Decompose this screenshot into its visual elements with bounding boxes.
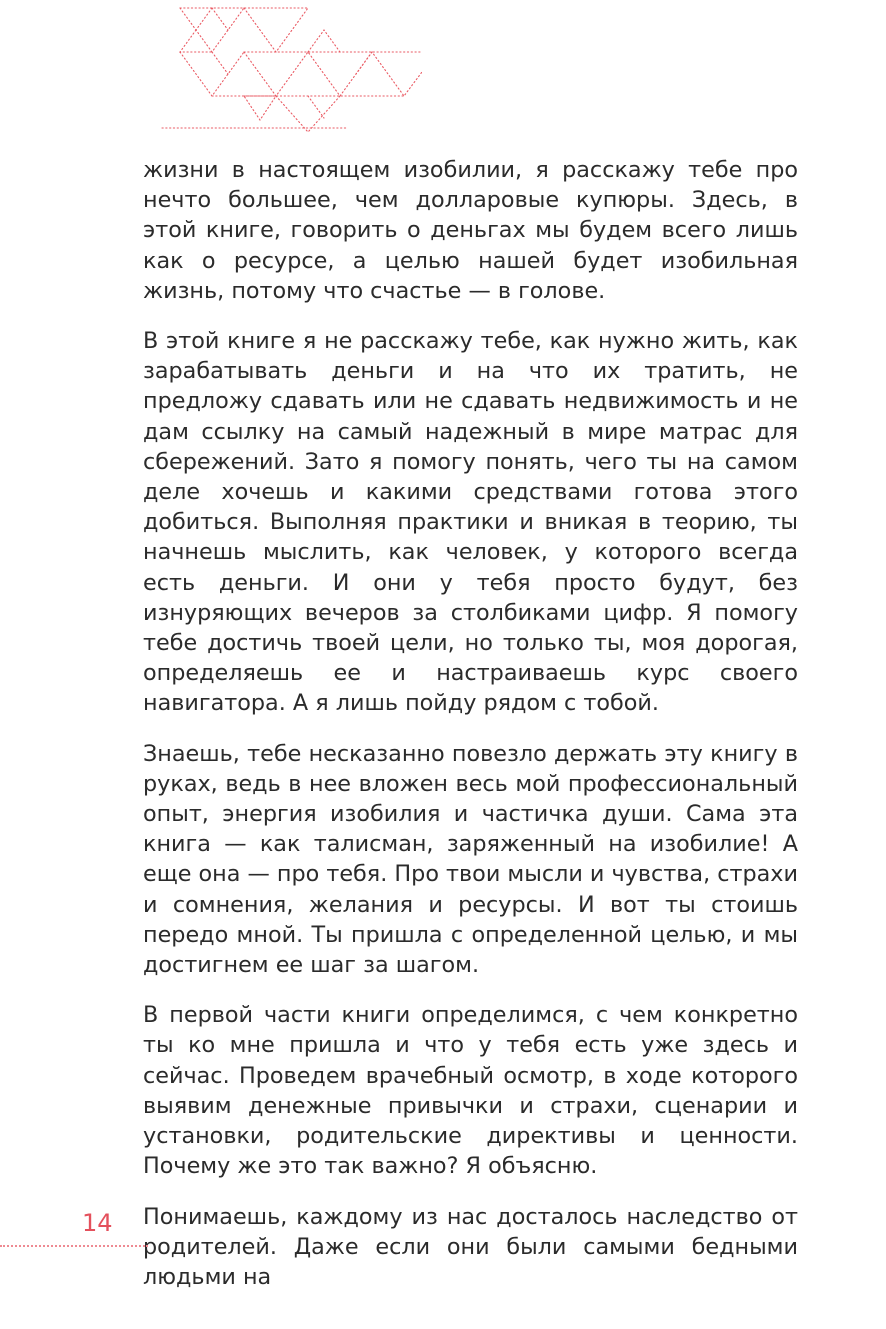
paragraph: В этой книге я не расскажу тебе, как нужно жить, как зарабатывать деньги и на что их тратить, не предложу сдавать или не сдавать недвижимость и не дам ссылку на самый надежный в мире матрас для сбережений. Зато я помогу понять, чего ты на самом деле хочешь и какими средствами готова этого добиться. Выполняя практики и вникая в теорию, ты начнешь мыслить, как человек, у которого всегда есть деньги. И они у тебя просто будут, без изнуряющих вечеров за столбиками цифр. Я помогу тебе достичь твоей цели, но только ты, моя дорогая, определяешь ее и настраиваешь курс своего навигатора. А я лишь пойду рядом с тобой. <box>143 328 798 717</box>
paragraph: В первой части книги определимся, с чем конкретно ты ко мне пришла и что у тебя есть уже здесь и сейчас. Проведем врачебный осмотр, в ходе которого выявим денежные привычки и страхи, сценарии и установки, родительские директивы и ценности. Почему же это так важно? Я объясню. <box>143 1002 798 1180</box>
paragraph: жизни в настоящем изобилии, я расскажу тебе про нечто большее, чем долларовые купюры. Здесь, в этой книге, говорить о деньгах мы будем всего лишь как о ресурсе, а целью нашей будет изобильная жизнь, потому что счастье — в голове. <box>143 157 798 304</box>
paragraph: Знаешь, тебе несказанно повезло держать эту книгу в руках, ведь в нее вложен весь мой профессиональный опыт, энергия изобилия и частичка души. Сама эта книга — как талисман, заряженный на изобилие! А еще она — про тебя. Про твои мысли и чувства, страхи и сомнения, желания и ресурсы. И вот ты стоишь передо мной. Ты пришла с определенной целью, и мы достигнем ее шаг за шагом. <box>143 740 798 979</box>
dotted-triangle-ornament-icon <box>160 0 422 132</box>
page-number-divider <box>0 1245 148 1247</box>
page-number: 14 <box>82 1209 113 1237</box>
paragraph: Понимаешь, каждому из нас досталось наследство от родителей. Даже если они были самыми бедными людьми на <box>143 1203 798 1290</box>
body-text <box>143 155 798 1292</box>
